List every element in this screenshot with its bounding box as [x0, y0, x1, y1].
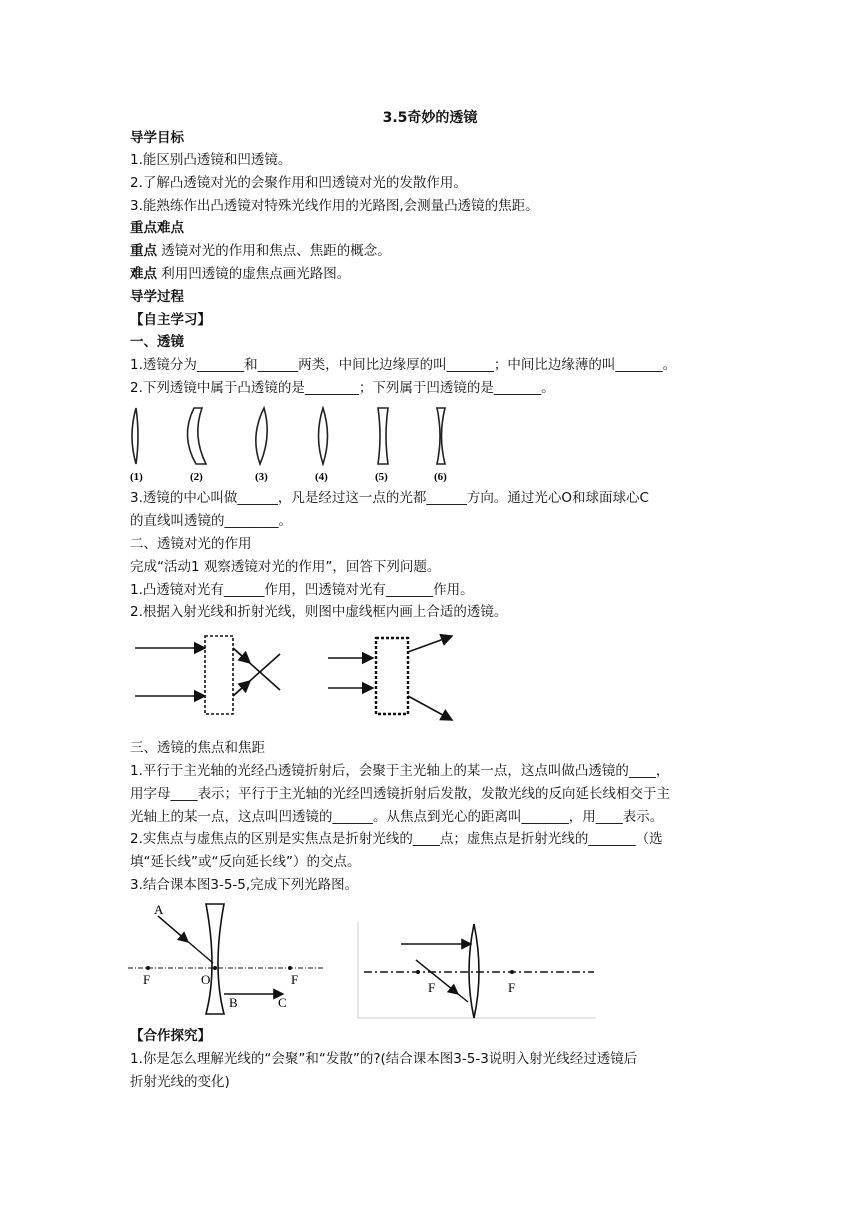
focus-point-left [146, 966, 150, 970]
objectives-heading: 导学目标 [130, 130, 184, 146]
s1-question-1: 1.透镜分为_______和______两类，中间比边缘厚的叫_______；中间比边缘薄的叫_______。 [130, 357, 677, 373]
self-study-heading: 【自主学习】 [130, 312, 211, 328]
convex-label-F-left: F [428, 980, 436, 995]
lens-label-2: (2) [190, 471, 203, 483]
key-label: 重点 [130, 243, 157, 259]
s2-question-1: 1.凸透镜对光有______作用，凹透镜对光有_______作用。 [130, 582, 474, 598]
objective-1: 1.能区别凸透镜和凹透镜。 [130, 152, 292, 168]
lens-5-shape [378, 408, 388, 464]
lens-3-shape [256, 408, 267, 464]
objective-3: 3.能熟练作出凸透镜对特殊光线作用的光路图,会测量凸透镜的焦距。 [130, 198, 539, 214]
key-text: 透镜对光的作用和焦点、焦距的概念。 [157, 243, 391, 259]
lens-4-shape [319, 408, 328, 464]
s3-question-2b: 填“延长线”或“反向延长线”）的交点。 [130, 854, 361, 870]
s1-question-3a: 3.透镜的中心叫做______，凡是经过这一点的光都______方向。通过光心O和球面球心C [130, 490, 649, 506]
lens-1-shape [132, 408, 138, 464]
s2-intro: 完成“活动1 观察透镜对光的作用”，回答下列问题。 [130, 559, 441, 575]
focus-point-right [288, 966, 292, 970]
difficulty-label: 难点 [130, 266, 157, 282]
concave-lens-diagram [128, 898, 328, 1018]
convex-lens-diagram [356, 920, 598, 1022]
label-F-right: F [291, 972, 299, 987]
coop-question-1a: 1.你是怎么理解光线的“会聚”和“发散”的?(结合课本图3-5-3说明入射光线经过透镜后 [130, 1051, 638, 1067]
process-heading: 导学过程 [130, 289, 184, 305]
lens-6-shape [437, 408, 445, 464]
difficulty-text: 利用凹透镜的虚焦点画光路图。 [157, 266, 351, 282]
label-B: B [229, 995, 238, 1010]
dashed-box-figure [130, 630, 470, 730]
s1-question-2: 2.下列透镜中属于凸透镜的是________；下列属于凹透镜的是_______。 [130, 380, 555, 396]
lens-label-5: (5) [375, 471, 388, 483]
page-title: 3.5奇妙的透镜 [382, 110, 478, 126]
optical-center [213, 966, 217, 970]
key-point [130, 241, 391, 261]
s3-question-1a: 1.平行于主光轴的光经凸透镜折射后，会聚于主光轴上的某一点，这点叫做凸透镜的____， [130, 763, 670, 779]
s2-question-2: 2.根据入射光线和折射光线，则图中虚线框内画上合适的透镜。 [130, 604, 508, 620]
s1-question-3b: 的直线叫透镜的________。 [130, 513, 292, 529]
s3-question-1b: 用字母____表示；平行于主光轴的光经凹透镜折射后发散，发散光线的反向延长线相交于主 [130, 786, 670, 802]
coop-question-1b: 折射光线的变化) [130, 1074, 230, 1090]
s3-question-1c: 光轴上的某一点，这点叫凹透镜的______。从焦点到光心的距离叫_______，用____表示。 [130, 809, 664, 825]
lens-label-4: (4) [315, 471, 328, 483]
label-F-left: F [143, 972, 151, 987]
label-A: A [154, 902, 164, 917]
lens-2-shape [187, 408, 206, 464]
s3-question-3: 3.结合课本图3-5-5,完成下列光路图。 [130, 877, 359, 893]
key-points-heading: 重点难点 [130, 220, 184, 236]
lens-shapes-figure [126, 402, 466, 486]
cooperative-heading: 【合作探究】 [130, 1028, 211, 1044]
section-3-heading: 三、透镜的焦点和焦距 [130, 740, 265, 756]
section-1-heading: 一、透镜 [130, 334, 184, 350]
lens-label-3: (3) [255, 471, 268, 483]
convex-label-F-right: F [508, 980, 516, 995]
lens-label-6: (6) [434, 471, 447, 483]
objective-2: 2.了解凸透镜对光的会聚作用和凹透镜对光的发散作用。 [130, 175, 467, 191]
label-C: C [278, 995, 287, 1010]
convex-focus-left [416, 970, 420, 974]
s3-question-2a: 2.实焦点与虚焦点的区别是实焦点是折射光线的____点；虚焦点是折射光线的_______（选 [130, 831, 663, 847]
difficulty [130, 264, 350, 284]
section-2-heading: 二、透镜对光的作用 [130, 536, 252, 552]
lens-label-1: (1) [130, 471, 143, 483]
label-O: O [201, 972, 211, 987]
convex-focus-right [510, 970, 514, 974]
